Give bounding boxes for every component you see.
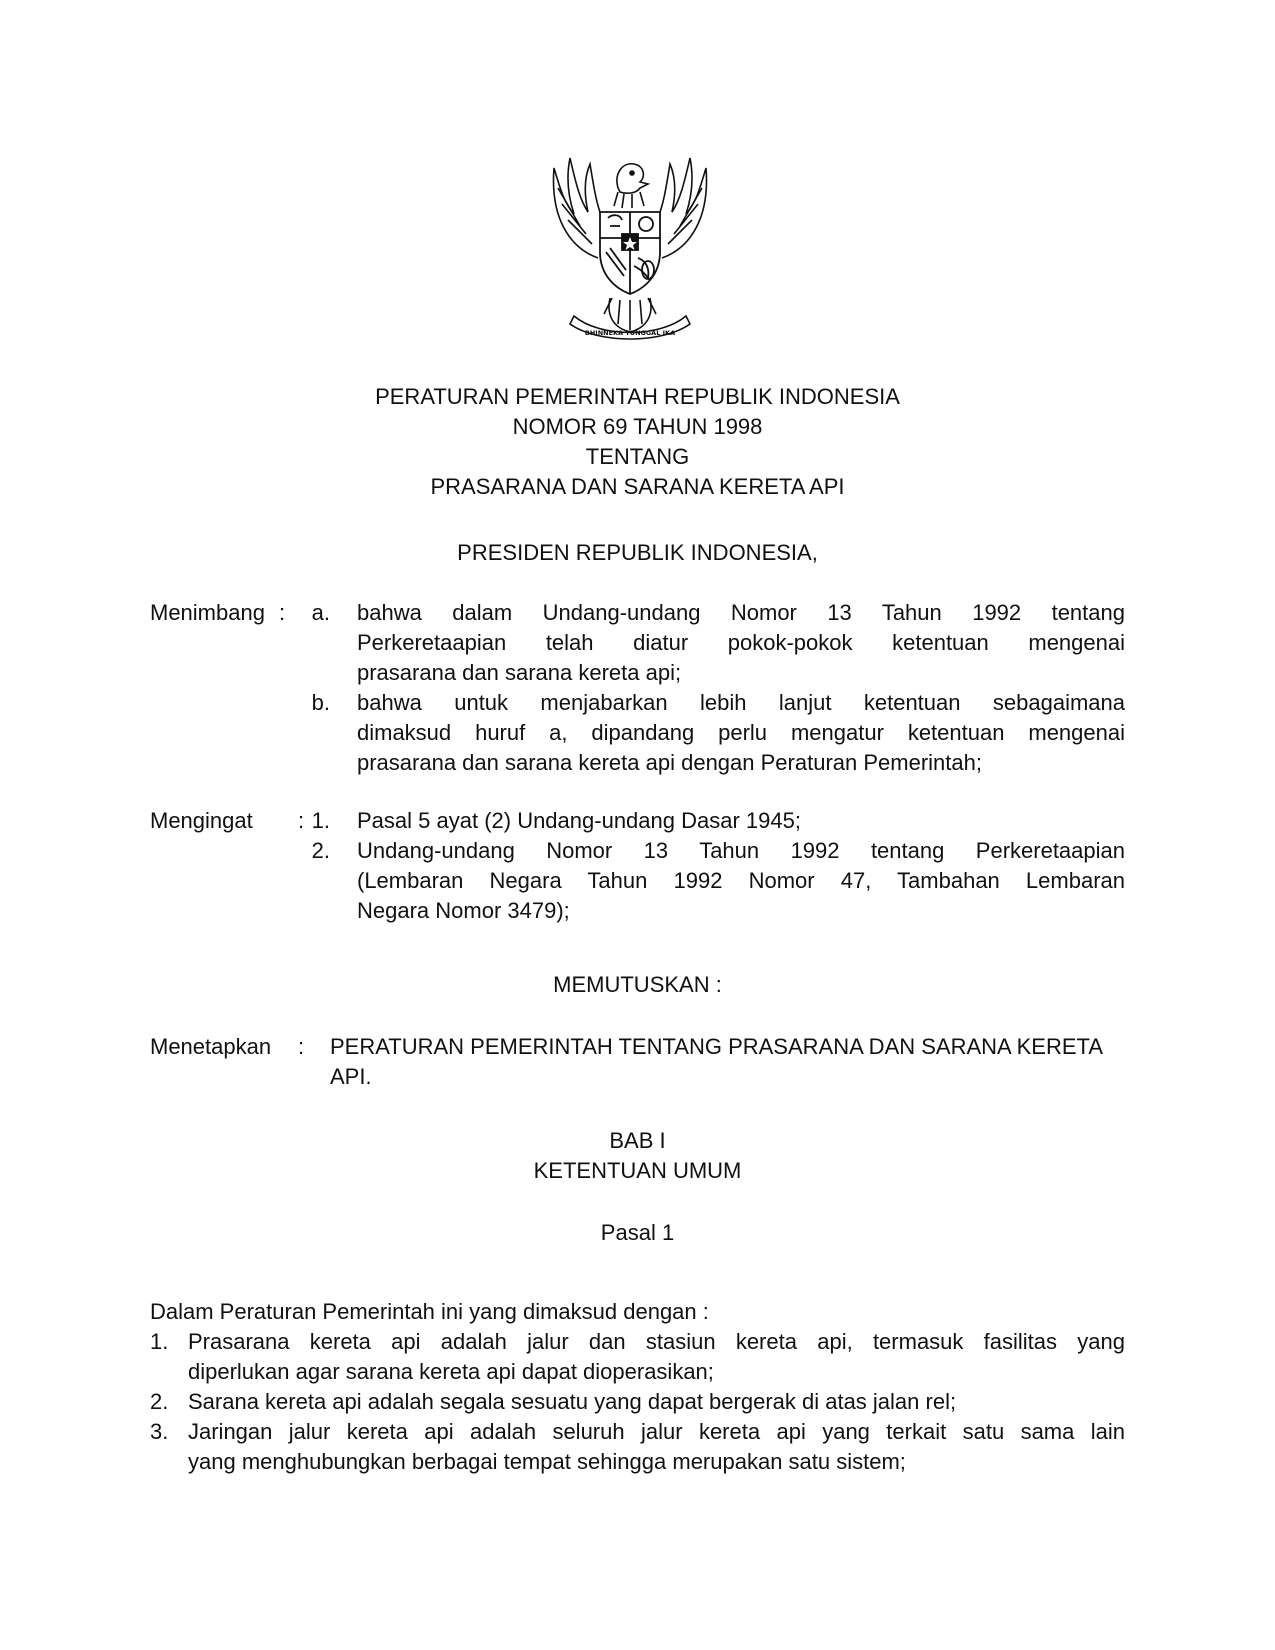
menimbang-b-line-3: prasarana dan sarana kereta api dengan Peraturan Pemerintah; — [357, 750, 982, 775]
menimbang-a-line-1: bahwa dalam Undang-undang Nomor 13 Tahun 1992 tentang — [357, 600, 1125, 625]
title-line-1: PERATURAN PEMERINTAH REPUBLIK INDONESIA — [375, 384, 900, 409]
emblem-motto: BHINNEKA TUNGGAL IKA — [584, 329, 676, 337]
title-line-4: PRASARANA DAN SARANA KERETA API — [430, 474, 845, 499]
title-line-3: TENTANG — [585, 444, 690, 469]
menetapkan-label: Menetapkan — [150, 1034, 272, 1059]
menimbang-item-b — [357, 688, 1125, 778]
definition-3-line-1: Jaringan jalur kereta api adalah seluruh jalur kereta api yang terkait satu sama lain — [188, 1419, 1125, 1444]
chapter-title: KETENTUAN UMUM — [533, 1158, 742, 1183]
garuda-pancasila-emblem-icon — [540, 148, 720, 344]
mengingat-1-line-1: Pasal 5 ayat (2) Undang-undang Dasar 1945; — [357, 808, 801, 833]
menimbang-label: Menimbang — [150, 600, 265, 625]
definition-item-1 — [188, 1327, 1125, 1387]
mengingat-marker-2: 2. — [311, 838, 330, 863]
definitions-intro: Dalam Peraturan Pemerintah ini yang dimaksud dengan : — [150, 1299, 709, 1324]
definition-item-2 — [188, 1387, 1125, 1417]
definition-3-line-2: yang menghubungkan berbagai tempat sehingga merupakan satu sistem; — [188, 1449, 906, 1474]
menimbang-marker-a: a. — [311, 600, 330, 625]
definition-number-2: 2. — [150, 1389, 169, 1414]
chapter-number: BAB I — [609, 1128, 666, 1153]
menimbang-a-line-3: prasarana dan sarana kereta api; — [357, 660, 682, 685]
mengingat-colon: : — [298, 808, 305, 833]
definition-number-3: 3. — [150, 1419, 169, 1444]
document-title — [150, 382, 1125, 502]
mengingat-2-line-2: (Lembaran Negara Tahun 1992 Nomor 47, Tambahan Lembaran — [357, 868, 1125, 893]
menimbang-marker-b: b. — [311, 690, 330, 715]
menetapkan-line-2: API. — [330, 1064, 372, 1089]
menetapkan-colon: : — [298, 1034, 305, 1059]
mengingat-item-1 — [357, 806, 1125, 836]
memutuskan-heading: MEMUTUSKAN : — [553, 972, 722, 997]
menimbang-b-line-1: bahwa untuk menjabarkan lebih lanjut ketentuan sebagaimana — [357, 690, 1125, 715]
definition-item-3 — [188, 1417, 1125, 1477]
menetapkan-line-1: PERATURAN PEMERINTAH TENTANG PRASARANA DAN SARANA KERETA — [330, 1034, 1103, 1059]
definition-2-line-1: Sarana kereta api adalah segala sesuatu yang dapat bergerak di atas jalan rel; — [188, 1389, 957, 1414]
definition-1-line-2: diperlukan agar sarana kereta api dapat dioperasikan; — [188, 1359, 714, 1384]
mengingat-marker-1: 1. — [311, 808, 330, 833]
definition-number-1: 1. — [150, 1329, 169, 1354]
mengingat-label: Mengingat — [150, 808, 253, 833]
president-heading: PRESIDEN REPUBLIK INDONESIA, — [457, 540, 818, 565]
menimbang-a-line-2: Perkeretaapian telah diatur pokok-pokok ketentuan mengenai — [357, 630, 1125, 655]
mengingat-item-2 — [357, 836, 1125, 926]
definition-1-line-1: Prasarana kereta api adalah jalur dan stasiun kereta api, termasuk fasilitas yang — [188, 1329, 1125, 1354]
mengingat-2-line-3: Negara Nomor 3479); — [357, 898, 570, 923]
title-line-2: NOMOR 69 TAHUN 1998 — [512, 414, 763, 439]
menimbang-colon: : — [279, 600, 286, 625]
menimbang-item-a — [357, 598, 1125, 688]
menetapkan-text — [330, 1032, 1130, 1092]
menimbang-b-line-2: dimaksud huruf a, dipandang perlu mengatur ketentuan mengenai — [357, 720, 1125, 745]
article-heading: Pasal 1 — [600, 1220, 675, 1245]
mengingat-2-line-1: Undang-undang Nomor 13 Tahun 1992 tentang Perkeretaapian — [357, 838, 1125, 863]
